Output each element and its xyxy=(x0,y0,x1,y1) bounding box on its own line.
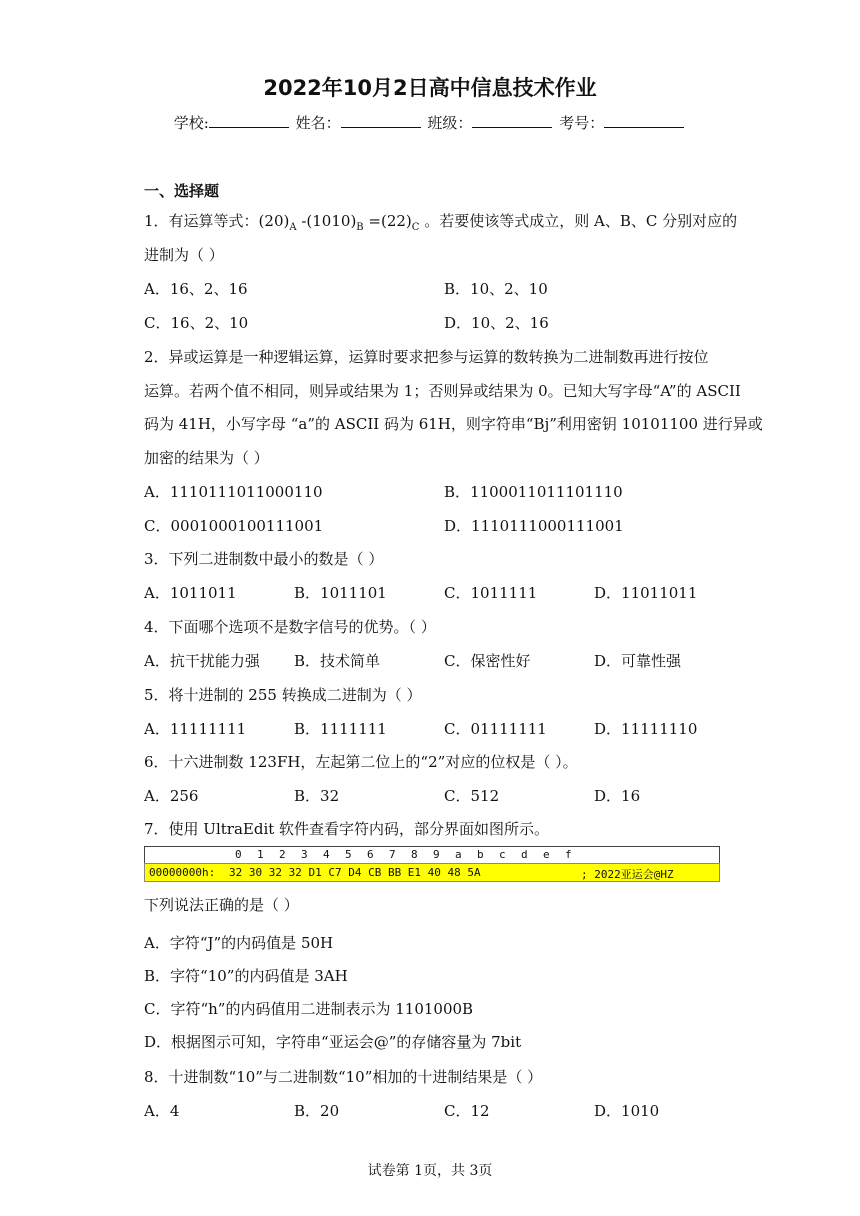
q2-option-d[interactable]: D．1110111000111001 xyxy=(444,517,624,535)
hex-col: b xyxy=(477,848,484,861)
q8-option-b[interactable]: B．20 xyxy=(294,1102,340,1120)
q1-text-a: 1．有运算等式：(20) xyxy=(144,212,290,230)
hex-text: ; 2022亚运会@HZ xyxy=(581,868,674,881)
q4-option-b[interactable]: B．技术简单 xyxy=(294,652,381,670)
q1-option-d[interactable]: D．10、2、16 xyxy=(444,314,549,332)
class-label: 班级： xyxy=(427,114,473,132)
hex-col: 4 xyxy=(323,848,330,861)
exam-no-blank[interactable] xyxy=(604,114,684,128)
question-7-line-1: 7．使用 UltraEdit 软件查看字符内码，部分界面如图所示。 xyxy=(144,820,550,838)
q7-option-c[interactable]: C．字符“h”的内码值用二进制表示为 1101000B xyxy=(144,1000,474,1018)
page-footer: 试卷第 1页，共 3页 xyxy=(367,1163,493,1179)
q2-option-b[interactable]: B．1100011011101110 xyxy=(444,483,623,501)
q5-option-c[interactable]: C．01111111 xyxy=(444,720,547,738)
q1-text-d: 。若要使该等式成立，则 A、B、C 分别对应的 xyxy=(419,212,738,230)
hex-bytes: 32 30 32 32 D1 C7 D4 CB BB E1 40 48 5A xyxy=(229,866,481,879)
school-label: 学校: xyxy=(173,114,209,132)
q8-option-a[interactable]: A．4 xyxy=(144,1102,180,1120)
q6-option-b[interactable]: B．32 xyxy=(294,787,340,805)
question-2-line-3: 码为 41H，小写字母 “a”的 ASCII 码为 61H，则字符串“Bj”利用密钥 10101100 进行异或 xyxy=(144,415,763,433)
q2-option-c[interactable]: C．0001000100111001 xyxy=(144,517,324,535)
name-label: 姓名： xyxy=(295,114,341,132)
class-blank[interactable] xyxy=(472,114,552,128)
hex-col: 5 xyxy=(345,848,352,861)
question-1-line-1 xyxy=(144,210,737,233)
q1-sub-a: A xyxy=(289,222,297,233)
hex-col: e xyxy=(543,848,550,861)
q1-text-c: =(22) xyxy=(363,212,412,230)
hex-col: 0 xyxy=(235,848,242,861)
school-blank[interactable] xyxy=(209,114,289,128)
question-8: 8．十进制数“10”与二进制数“10”相加的十进制结果是（ ） xyxy=(144,1068,543,1086)
q1-sub-b: B xyxy=(356,222,364,233)
question-2-line-2: 运算。若两个值不相同，则异或结果为 1；否则异或结果为 0。已知大写字母“A”的 ASCII xyxy=(144,382,741,400)
hex-col: 7 xyxy=(389,848,396,861)
hex-col: d xyxy=(521,848,528,861)
q1-option-c[interactable]: C．16、2、10 xyxy=(144,314,249,332)
name-blank[interactable] xyxy=(341,114,421,128)
q3-option-c[interactable]: C．1011111 xyxy=(444,584,538,602)
hex-data-row[interactable] xyxy=(144,863,720,882)
hex-column-header xyxy=(144,846,720,863)
q3-option-d[interactable]: D．11011011 xyxy=(594,584,698,602)
q4-option-c[interactable]: C．保密性好 xyxy=(444,652,531,670)
q1-option-a[interactable]: A．16、2、16 xyxy=(144,280,248,298)
q5-option-b[interactable]: B．1111111 xyxy=(294,720,387,738)
q1-sub-c: C xyxy=(411,222,420,233)
q6-option-d[interactable]: D．16 xyxy=(594,787,641,805)
hex-col: 1 xyxy=(257,848,264,861)
exam-no-label: 考号： xyxy=(559,114,605,132)
question-2-line-1: 2．异或运算是一种逻辑运算，运算时要求把参与运算的数转换为二进制数再进行按位 xyxy=(144,348,709,366)
question-3: 3．下列二进制数中最小的数是（ ） xyxy=(144,550,384,568)
hex-col: c xyxy=(499,848,506,861)
q4-option-d[interactable]: D．可靠性强 xyxy=(594,652,682,670)
hex-col: 6 xyxy=(367,848,374,861)
q5-option-a[interactable]: A．11111111 xyxy=(144,720,247,738)
hex-col: 3 xyxy=(301,848,308,861)
question-5: 5．将十进制的 255 转换成二进制为（ ） xyxy=(144,686,422,704)
ultraedit-hex-view xyxy=(144,846,718,882)
question-6: 6．十六进制数 123FH，左起第二位上的“2”对应的位权是（ ）。 xyxy=(144,753,578,771)
hex-col: 9 xyxy=(433,848,440,861)
q1-text-b: -(1010) xyxy=(296,212,357,230)
q6-option-c[interactable]: C．512 xyxy=(444,787,500,805)
q4-option-a[interactable]: A．抗干扰能力强 xyxy=(144,652,260,670)
hex-address: 00000000h: xyxy=(149,866,216,879)
hex-col: 2 xyxy=(279,848,286,861)
student-info-line xyxy=(0,112,860,133)
q7-option-d[interactable]: D．根据图示可知，字符串“亚运会@”的存储容量为 7bit xyxy=(144,1033,522,1051)
q6-option-a[interactable]: A．256 xyxy=(144,787,199,805)
q5-option-d[interactable]: D．11111110 xyxy=(594,720,698,738)
page-title: 2022年10月2日高中信息技术作业 xyxy=(263,76,597,100)
question-4: 4．下面哪个选项不是数字信号的优势。（ ） xyxy=(144,618,436,636)
q8-option-c[interactable]: C．12 xyxy=(444,1102,490,1120)
q1-option-b[interactable]: B．10、2、10 xyxy=(444,280,548,298)
q7-option-b[interactable]: B．字符“10”的内码值是 3AH xyxy=(144,967,348,985)
hex-col: 8 xyxy=(411,848,418,861)
hex-col: f xyxy=(565,848,572,861)
q8-option-d[interactable]: D．1010 xyxy=(594,1102,660,1120)
section-heading: 一、选择题 xyxy=(144,182,220,200)
question-7-line-2: 下列说法正确的是（ ） xyxy=(144,896,299,914)
q3-option-a[interactable]: A．1011011 xyxy=(144,584,237,602)
question-1-line-2: 进制为（ ） xyxy=(144,246,224,264)
question-2-line-4: 加密的结果为（ ） xyxy=(144,449,269,467)
q2-option-a[interactable]: A．1110111011000110 xyxy=(144,483,323,501)
q7-option-a[interactable]: A．字符“J”的内码值是 50H xyxy=(144,934,334,952)
q3-option-b[interactable]: B．1011101 xyxy=(294,584,387,602)
hex-col: a xyxy=(455,848,462,861)
